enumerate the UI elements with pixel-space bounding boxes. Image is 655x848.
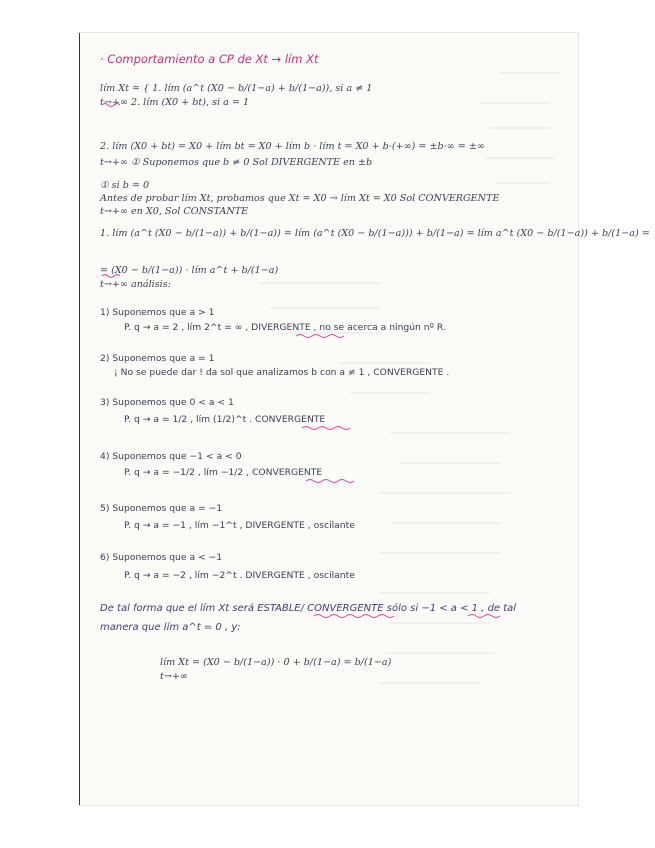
case-a-between-neg1-0-detail: P. q → a = −1/2 , lím −1/2 , CONVERGENTE <box>124 467 323 478</box>
case-a-between-0-1-detail: P. q → a = 1/2 , lím (1/2)^t . CONVERGENTE <box>124 414 326 425</box>
conclusion-line: De tal forma que el lím Xt será ESTABLE/ CONVERGENTE sólo si −1 < a < 1 , de tal <box>100 603 517 614</box>
constant-solution-line-2: t→+∞ en X0, Sol CONSTANTE <box>100 206 249 217</box>
page-title: · Comportamiento a CP de Xt → lím Xt <box>100 52 319 66</box>
case-a-gt-1-detail: P. q → a = 2 , lím 2^t = ∞ , DIVERGENTE , no se acerca a ningún nº R. <box>124 322 446 333</box>
case-a-lt-neg1: 6) Suponemos que a < −1 <box>100 552 223 563</box>
case-2-divergent-note: t→+∞ ① Suponemos que b ≠ 0 Sol DIVERGENTE en ±b <box>100 157 373 168</box>
case-a-lt-neg1-detail: P. q → a = −2 , lím −2^t . DIVERGENTE , oscilante <box>124 570 355 581</box>
analysis-label: t→+∞ análisis: <box>100 279 171 290</box>
limit-cases-line: lím Xt = { 1. lím (a^t (X0 − b/(1−a) + b/(1−a)), si a ≠ 1 <box>100 83 373 94</box>
conclusion-line-2: manera que lím a^t = 0 , y: <box>100 622 241 633</box>
limit-cases-line-2: t→+∞ 2. lím (X0 + bt), si a = 1 <box>100 97 250 108</box>
case-1-derivation: 1. lím (a^t (X0 − b/(1−a)) + b/(1−a)) = lím (a^t (X0 − b/(1−a))) + b/(1−a) = lím a^t (X0 − b/(1−a)) + b/(1−a) = <box>100 228 650 239</box>
case-1-simplified: = (X0 − b/(1−a)) · lím a^t + b/(1−a) <box>100 265 279 276</box>
final-limit-subscript: t→+∞ <box>160 671 188 682</box>
scanned-notebook-page <box>80 33 650 805</box>
case-a-between-0-1: 3) Suponemos que 0 < a < 1 <box>100 397 234 408</box>
pink-underline-marks <box>80 33 650 805</box>
case-a-between-neg1-0: 4) Suponemos que −1 < a < 0 <box>100 451 242 462</box>
case-2-derivation: 2. lím (X0 + bt) = X0 + lím bt = X0 + lím b · lím t = X0 + b·(+∞) = ±b·∞ = ±∞ <box>100 141 485 152</box>
case-a-eq-neg1-detail: P. q → a = −1 , lím −1^t , DIVERGENTE , oscilante <box>124 520 355 531</box>
constant-solution-line: Antes de probar lím Xt, probamos que Xt = X0 → lím Xt = X0 Sol CONVERGENTE <box>100 193 500 204</box>
case-a-gt-1: 1) Suponemos que a > 1 <box>100 307 215 318</box>
final-limit: lím Xt = (X0 − b/(1−a)) · 0 + b/(1−a) = b/(1−a) <box>160 657 392 668</box>
case-a-eq-1: 2) Suponemos que a = 1 <box>100 353 215 364</box>
case-a-eq-1-detail: ¡ No se puede dar ! da sol que analizamos b con a ≠ 1 , CONVERGENTE . <box>114 367 450 378</box>
case-b-zero-heading: ① si b = 0 <box>100 180 150 191</box>
case-a-eq-neg1: 5) Suponemos que a = −1 <box>100 503 223 514</box>
